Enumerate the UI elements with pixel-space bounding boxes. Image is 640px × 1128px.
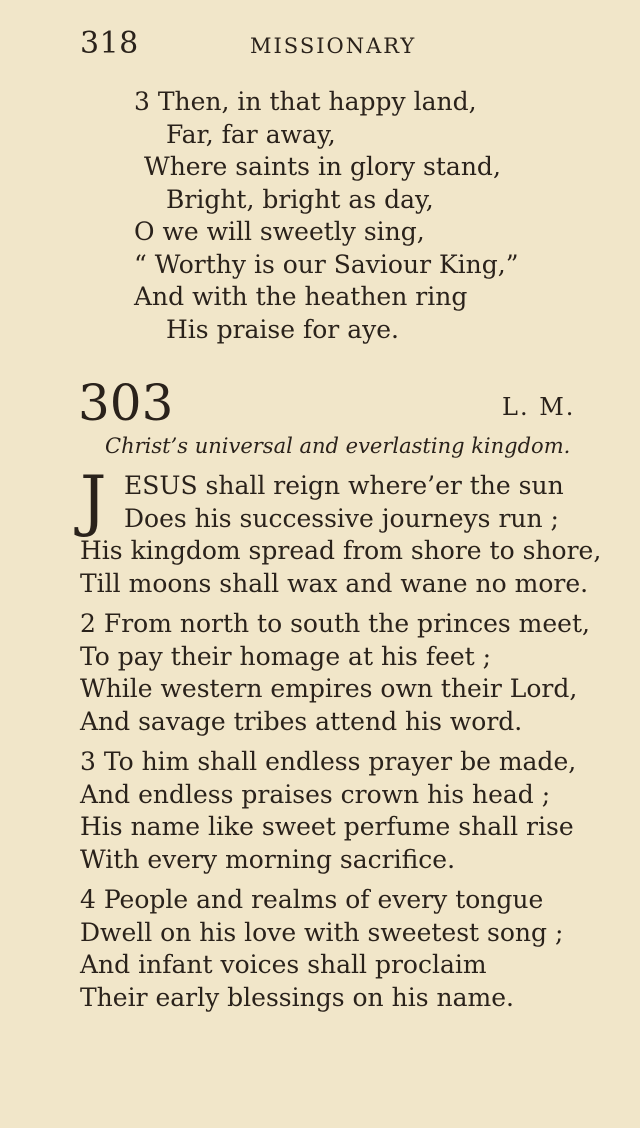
stanza-2 <box>80 608 590 738</box>
verse-line: His name like sweet perfume shall rise <box>80 812 574 841</box>
stanza-4 <box>80 884 563 1014</box>
verse-line: “ Worthy is our Saviour King,” <box>134 249 519 279</box>
page-header <box>80 26 600 66</box>
hymn-title: Christ’s universal and everlasting kingdom. <box>105 434 571 458</box>
verse-line: And with the heathen ring <box>134 282 468 311</box>
page-number: 318 <box>80 26 139 61</box>
verse-line: Bright, bright as day, <box>166 184 434 214</box>
previous-hymn-stanza <box>134 86 518 346</box>
verse-line: His kingdom spread from shore to shore, <box>80 536 602 565</box>
hymn-meter: L. M. <box>502 393 576 421</box>
verse-line: 3 To him shall endless prayer be made, <box>80 747 577 776</box>
verse-line: Does his successive journeys run ; <box>124 503 559 533</box>
drop-cap: J <box>80 462 107 539</box>
verse-line: Far, far away, <box>166 119 336 149</box>
verse-line: O we will sweetly sing, <box>134 217 425 246</box>
verse-line: Dwell on his love with sweetest song ; <box>80 917 564 947</box>
stanza-1 <box>80 462 602 600</box>
verse-line: With every morning sacrifice. <box>80 844 456 874</box>
verse-line: Till moons shall wax and wane no more. <box>80 568 589 598</box>
verse-line: 4 People and realms of every tongue <box>80 885 544 914</box>
running-head: MISSIONARY <box>250 34 417 58</box>
verse-line: And endless praises crown his head ; <box>80 779 551 809</box>
verse-line: And savage tribes attend his word. <box>80 706 523 736</box>
verse-line: ESUS shall reign where’er the sun <box>124 471 564 500</box>
verse-line: And infant voices shall proclaim <box>80 950 487 979</box>
verse-line: To pay their homage at his feet ; <box>80 641 492 671</box>
verse-line: Their early blessings on his name. <box>80 982 514 1012</box>
hymn-number: 303 <box>78 374 174 432</box>
verse-line: 2 From north to south the princes meet, <box>80 609 590 638</box>
verse-line: While western empires own their Lord, <box>80 674 578 703</box>
stanza-3 <box>80 746 576 876</box>
verse-line: 3 Then, in that happy land, <box>134 87 477 116</box>
verse-line: Where saints in glory stand, <box>144 152 501 181</box>
verse-line: His praise for aye. <box>166 314 399 344</box>
